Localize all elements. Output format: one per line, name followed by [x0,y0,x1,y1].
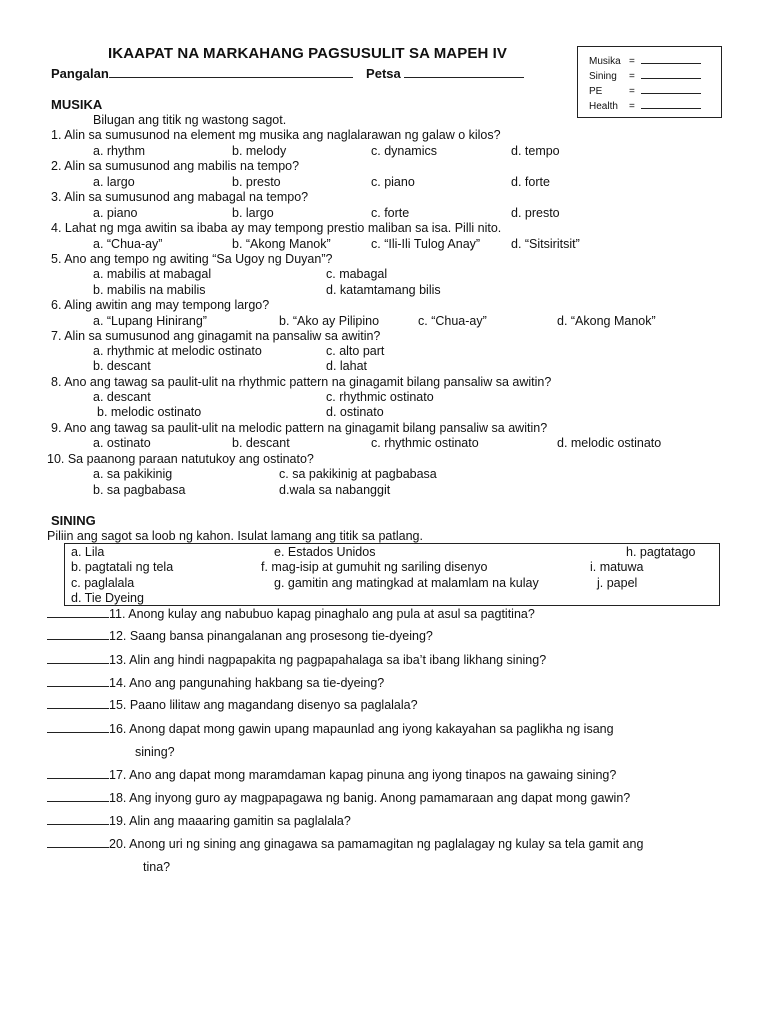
question-10: 10. Sa paanong paraan natutukoy ang ostinato? [47,452,314,466]
box-item-b: b. pagtatali ng tela [71,560,174,574]
answer-blank[interactable] [47,837,109,848]
question-18: 18. Ang inyong guro ay magpapagawa ng banig. Anong pamamaraan ang dapat mong gawin? [47,791,630,805]
score-equals: = [629,101,635,112]
question-9: 9. Ano ang tawag sa paulit-ulit na melodic pattern na ginagamit bilang pansaliw sa awitin? [51,421,548,435]
answer-blank[interactable] [47,791,109,802]
box-item-a: a. Lila [71,545,105,559]
choice-1b[interactable]: b. melody [232,144,287,158]
choice-9a[interactable]: a. ostinato [93,436,151,450]
choice-2d[interactable]: d. forte [511,175,550,189]
answer-blank[interactable] [47,629,109,640]
score-equals: = [629,71,635,82]
box-item-h: h. pagtatago [626,545,696,559]
choice-7c[interactable]: c. alto part [326,344,385,358]
question-6: 6. Aling awitin ang may tempong largo? [51,298,270,312]
score-row-pe [589,85,701,97]
choice-4a[interactable]: a. “Chua-ay” [93,237,163,251]
choice-3d[interactable]: d. presto [511,206,560,220]
choice-7d[interactable]: d. lahat [326,359,368,373]
choice-4b[interactable]: b. “Akong Manok” [232,237,331,251]
question-20: 20. Anong uri ng sining ang ginagawa sa pamamagitan ng paglalagay ng kulay sa tela gamit ang [47,837,643,851]
box-item-c: c. paglalala [71,576,135,590]
box-item-d: d. Tie Dyeing [71,591,144,605]
score-row-sining [589,70,701,82]
question-16-cont: sining? [135,745,175,759]
choice-5c[interactable]: c. mabagal [326,267,388,281]
choice-1d[interactable]: d. tempo [511,144,560,158]
choice-5b[interactable]: b. mabilis na mabilis [93,283,206,297]
score-box [577,46,722,118]
question-19: 19. Alin ang maaaring gamitin sa paglalala? [47,814,351,828]
answer-blank[interactable] [47,607,109,618]
musika-heading: MUSIKA [51,97,103,112]
musika-instruction: Bilugan ang titik ng wastong sagot. [93,113,287,127]
question-20-cont: tina? [143,860,171,874]
answer-blank[interactable] [47,698,109,709]
score-label: Musika [589,56,621,67]
question-5: 5. Ano ang tempo ng awiting “Sa Ugoy ng Duyan”? [51,252,333,266]
score-equals: = [629,86,635,97]
question-15: 15. Paano lilitaw ang magandang disenyo sa paglalala? [47,698,418,712]
choice-4c[interactable]: c. “Ili-Ili Tulog Anay” [371,237,481,251]
choice-6a[interactable]: a. “Lupang Hinirang” [93,314,207,328]
choice-2b[interactable]: b. presto [232,175,281,189]
question-3: 3. Alin sa sumusunod ang mabagal na tempo? [51,190,309,204]
choice-2c[interactable]: c. piano [371,175,415,189]
answer-blank[interactable] [47,653,109,664]
score-label: PE [589,86,603,97]
choice-5d[interactable]: d. katamtamang bilis [326,283,441,297]
choice-10c[interactable]: c. sa pakikinig at pagbabasa [279,467,437,481]
name-blank[interactable] [109,66,353,78]
score-blank[interactable] [641,70,701,79]
choice-6b[interactable]: b. “Ako ay Pilipino [279,314,380,328]
date-blank[interactable] [404,66,524,78]
name-date-line [51,66,524,81]
choice-8b[interactable]: b. melodic ostinato [97,405,202,419]
choice-8d[interactable]: d. ostinato [326,405,384,419]
choice-8a[interactable]: a. descant [93,390,151,404]
box-item-j: j. papel [597,576,638,590]
answer-blank[interactable] [47,768,109,779]
choice-6d[interactable]: d. “Akong Manok” [557,314,656,328]
choice-9b[interactable]: b. descant [232,436,290,450]
question-4: 4. Lahat ng mga awitin sa ibaba ay may tempong prestio maliban sa isa. Pilli nito. [51,221,502,235]
score-blank[interactable] [641,85,701,94]
choice-4d[interactable]: d. “Sitsiritsit” [511,237,580,251]
score-row-musika [589,55,701,67]
choice-6c[interactable]: c. “Chua-ay” [418,314,487,328]
box-item-g: g. gamitin ang matingkad at malamlam na kulay [274,576,539,590]
answer-blank[interactable] [47,676,109,687]
question-11: 11. Anong kulay ang nabubuo kapag pinaghalo ang pula at asul sa pagtitina? [47,607,535,621]
choice-10a[interactable]: a. sa pakikinig [93,467,173,481]
answer-blank[interactable] [47,722,109,733]
choice-5a[interactable]: a. mabilis at mabagal [93,267,212,281]
choice-3a[interactable]: a. piano [93,206,138,220]
score-label: Sining [589,71,617,82]
choice-1c[interactable]: c. dynamics [371,144,437,158]
question-14: 14. Ano ang pangunahing hakbang sa tie-dyeing? [47,676,384,690]
score-label: Health [589,101,618,112]
score-blank[interactable] [641,100,701,109]
box-item-f: f. mag-isip at gumuhit ng sariling disenyo [261,560,488,574]
question-12: 12. Saang bansa pinangalanan ang prosesong tie-dyeing? [47,629,433,643]
answer-choices-box [64,543,720,606]
choice-10b[interactable]: b. sa pagbabasa [93,483,186,497]
choice-7b[interactable]: b. descant [93,359,151,373]
name-label: Pangalan [51,66,109,81]
score-row-health [589,100,701,112]
choice-7a[interactable]: a. rhythmic at melodic ostinato [93,344,262,358]
question-13: 13. Alin ang hindi nagpapakita ng pagpapahalaga sa iba’t ibang likhang sining? [47,653,546,667]
sining-instruction: Piliin ang sagot sa loob ng kahon. Isulat lamang ang titik sa patlang. [47,529,423,543]
question-2: 2. Alin sa sumusunod ang mabilis na tempo? [51,159,300,173]
choice-1a[interactable]: a. rhythm [93,144,146,158]
choice-9c[interactable]: c. rhythmic ostinato [371,436,479,450]
question-17: 17. Ano ang dapat mong maramdaman kapag pinuna ang iyong tinapos na gawaing sining? [47,768,616,782]
score-blank[interactable] [641,55,701,64]
box-item-i: i. matuwa [590,560,644,574]
date-label: Petsa [366,66,401,81]
box-item-e: e. Estados Unidos [274,545,376,559]
question-7: 7. Alin sa sumusunod ang ginagamit na pansaliw sa awitin? [51,329,381,343]
choice-3b[interactable]: b. largo [232,206,274,220]
answer-blank[interactable] [47,814,109,825]
choice-3c[interactable]: c. forte [371,206,410,220]
question-1: 1. Alin sa sumusunod na element mg musika ang naglalarawan ng galaw o kilos? [51,128,501,142]
question-16: 16. Anong dapat mong gawin upang mapaunlad ang iyong kakayahan sa paglikha ng isang [47,722,614,736]
question-8: 8. Ano ang tawag sa paulit-ulit na rhythmic pattern na ginagamit bilang pansaliw sa awitin? [51,375,552,389]
choice-2a[interactable]: a. largo [93,175,135,189]
choice-9d[interactable]: d. melodic ostinato [557,436,662,450]
sining-heading: SINING [51,513,96,528]
choice-8c[interactable]: c. rhythmic ostinato [326,390,434,404]
page-title: IKAAPAT NA MARKAHANG PAGSUSULIT SA MAPEH IV [108,45,508,62]
score-equals: = [629,56,635,67]
choice-10d[interactable]: d.wala sa nabanggit [279,483,391,497]
